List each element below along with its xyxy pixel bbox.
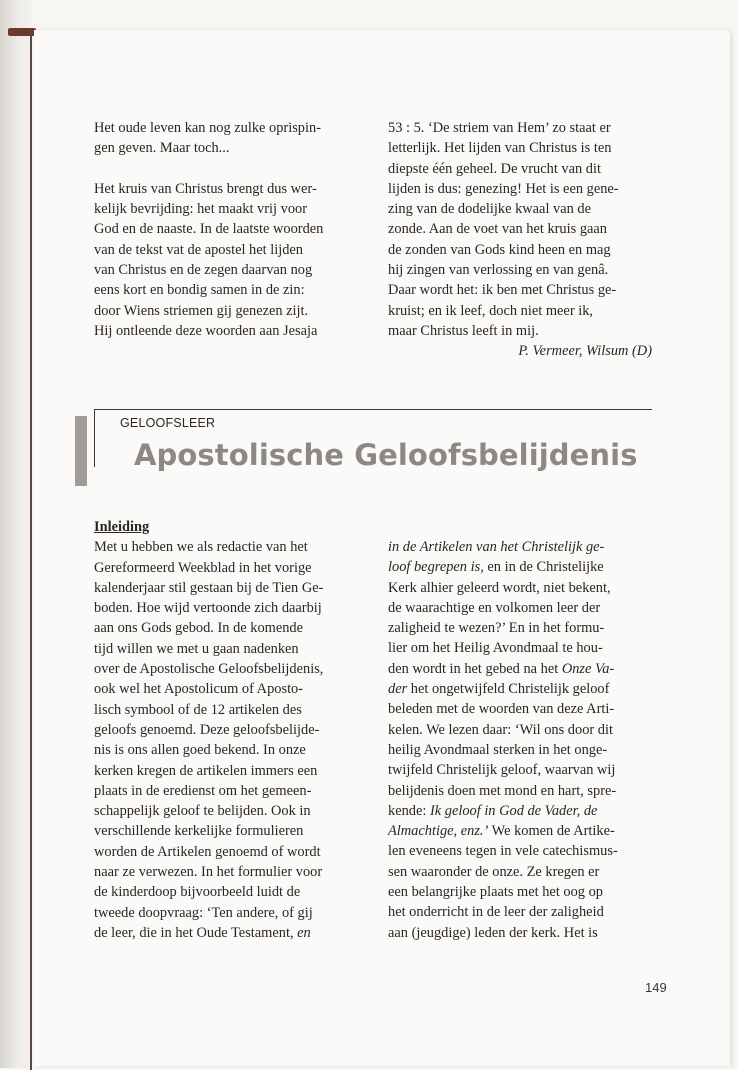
text-line: worden de Artikelen genoemd of wordt — [94, 843, 321, 860]
text-line: naar ze verwezen. In het formulier voor — [94, 864, 323, 881]
text-line: twijfeld Christelijk geloof, waarvan wij — [388, 762, 616, 779]
text-line: tijd willen we met u gaan nadenken — [94, 640, 299, 657]
text-line: aan (jeugdige) leden der kerk. Het is — [388, 924, 598, 941]
text-line: diepste één geheel. De vrucht van dit — [388, 160, 601, 177]
text-line: de zonden van Gods kind heen en mag — [388, 241, 611, 258]
text-line: maar Christus leeft in mij. — [388, 322, 539, 339]
text-line: heilig Avondmaal sterken in het onge- — [388, 741, 608, 758]
text-line: den wordt in het gebed na het Onze Va- — [388, 660, 615, 677]
section-divider — [94, 409, 652, 410]
text-line: lijden is dus: genezing! Het is een gene- — [388, 180, 619, 197]
article-title: Apostolische Geloofsbelijdenis — [134, 438, 638, 472]
text-line: kelijk bevrijding: het maakt vrij voor — [94, 201, 308, 218]
text-line: lier om het Heilig Avondmaal te hou- — [388, 640, 603, 657]
text-line: Gereformeerd Weekblad in het vorige — [94, 559, 312, 576]
text-line: zonde. Aan de voet van het kruis gaan — [388, 221, 607, 238]
text-line: Hij ontleende deze woorden aan Jesaja — [94, 322, 318, 339]
text-line: schappelijk geloof te belijden. Ook in — [94, 803, 311, 820]
article-left-column — [94, 517, 323, 943]
text-line: Het kruis van Christus brengt dus wer- — [94, 180, 317, 197]
text-line: nis is ons allen goed bekend. In onze — [94, 742, 306, 759]
binding-edge-line — [30, 30, 32, 1070]
book-binding-shadow — [0, 0, 32, 1068]
text-line: over de Apostolische Geloofsbelijdenis, — [94, 661, 324, 678]
text-line: van de tekst vat de apostel het lijden — [94, 241, 304, 258]
text-line: letterlijk. Het lijden van Christus is ten — [388, 140, 612, 157]
text-line: ook wel het Apostolicum of Aposto- — [94, 681, 304, 698]
text-line: 53 : 5. ‘De striem van Hem’ zo staat er — [388, 120, 611, 136]
text-line: in de Artikelen van het Christelijk ge- — [388, 539, 605, 555]
text-line: beleden met de woorden van deze Arti- — [388, 701, 615, 718]
text-line: een belangrijke plaats met het oog op — [388, 884, 603, 901]
section-label: GELOOFSLEER — [120, 416, 216, 430]
text-line: de waarachtige en volkomen leer der — [388, 599, 601, 616]
article-right-column — [388, 537, 618, 943]
text-line: aan ons Gods gebod. In de komende — [94, 620, 304, 637]
text-line: kalenderjaar stil gestaan bij de Tien Ge- — [94, 579, 324, 596]
text-line: de leer, die in het Oude Testament, en — [94, 924, 311, 941]
text-line: van Christus en de zegen daarvan nog — [94, 262, 313, 279]
text-line: der het ongetwijfeld Christelijk geloof — [388, 681, 610, 698]
text-line: God en de naaste. In de laatste woorden — [94, 221, 324, 238]
section-accent-bar — [75, 416, 87, 486]
text-line: boden. Hoe wijd vertoonde zich daarbij — [94, 600, 322, 617]
text-line: plaats in de eredienst om het gemeen- — [94, 782, 312, 799]
text-line: kerken kregen de artikelen immers een — [94, 762, 318, 779]
page-number: 149 — [645, 980, 667, 995]
text-line: Almachtige, enz.’ We komen de Artike- — [388, 823, 615, 840]
text-line: zaligheid te wezen?’ En in het formu- — [388, 620, 605, 637]
text-line: gen geven. Maar toch... — [94, 140, 230, 157]
text-line: Daar wordt het: ik ben met Christus ge- — [388, 282, 617, 299]
text-line: zing van de dodelijke kwaal van de — [388, 201, 591, 218]
top-left-column — [94, 118, 323, 341]
text-line: eens kort en bondig samen in de zin: — [94, 282, 305, 299]
text-line: len eveneens tegen in vele catechismus- — [388, 843, 618, 860]
subheading-inleiding: Inleiding — [94, 519, 150, 535]
text-line: kruist; en ik leef, doch niet meer ik, — [388, 302, 594, 319]
text-line: tweede doopvraag: ‘Ten andere, of gij — [94, 904, 313, 921]
text-line: hij zingen van verlossing en van genâ. — [388, 262, 609, 279]
text-line: kelen. We lezen daar: ‘Wil ons door dit — [388, 721, 613, 738]
text-line: de kinderdoop bijvoorbeeld luidt de — [94, 884, 301, 901]
text-line: Met u hebben we als redactie van het — [94, 539, 308, 556]
text-line: verschillende kerkelijke formulieren — [94, 823, 304, 840]
section-divider-vertical — [94, 409, 95, 467]
top-right-column — [388, 118, 652, 362]
author-signature: P. Vermeer, Wilsum (D) — [518, 343, 652, 360]
text-line: belijdenis doen met mond en hart, spre- — [388, 782, 617, 799]
text-line: loof begrepen is, en in de Christelijke — [388, 559, 604, 576]
text-line: lisch symbool of de 12 artikelen des — [94, 701, 302, 718]
text-line: geloofs genoemd. Deze geloofsbelijde- — [94, 721, 320, 738]
text-line: kende: Ik geloof in God de Vader, de — [388, 802, 598, 819]
text-line: Kerk alhier geleerd wordt, niet bekent, — [388, 579, 611, 596]
text-line: door Wiens striemen gij genezen zijt. — [94, 302, 309, 319]
text-line: het onderricht in de leer der zaligheid — [388, 904, 604, 921]
text-line: Het oude leven kan nog zulke oprispin- — [94, 120, 321, 136]
text-line: sen waaronder de onze. Ze kregen er — [388, 863, 600, 880]
